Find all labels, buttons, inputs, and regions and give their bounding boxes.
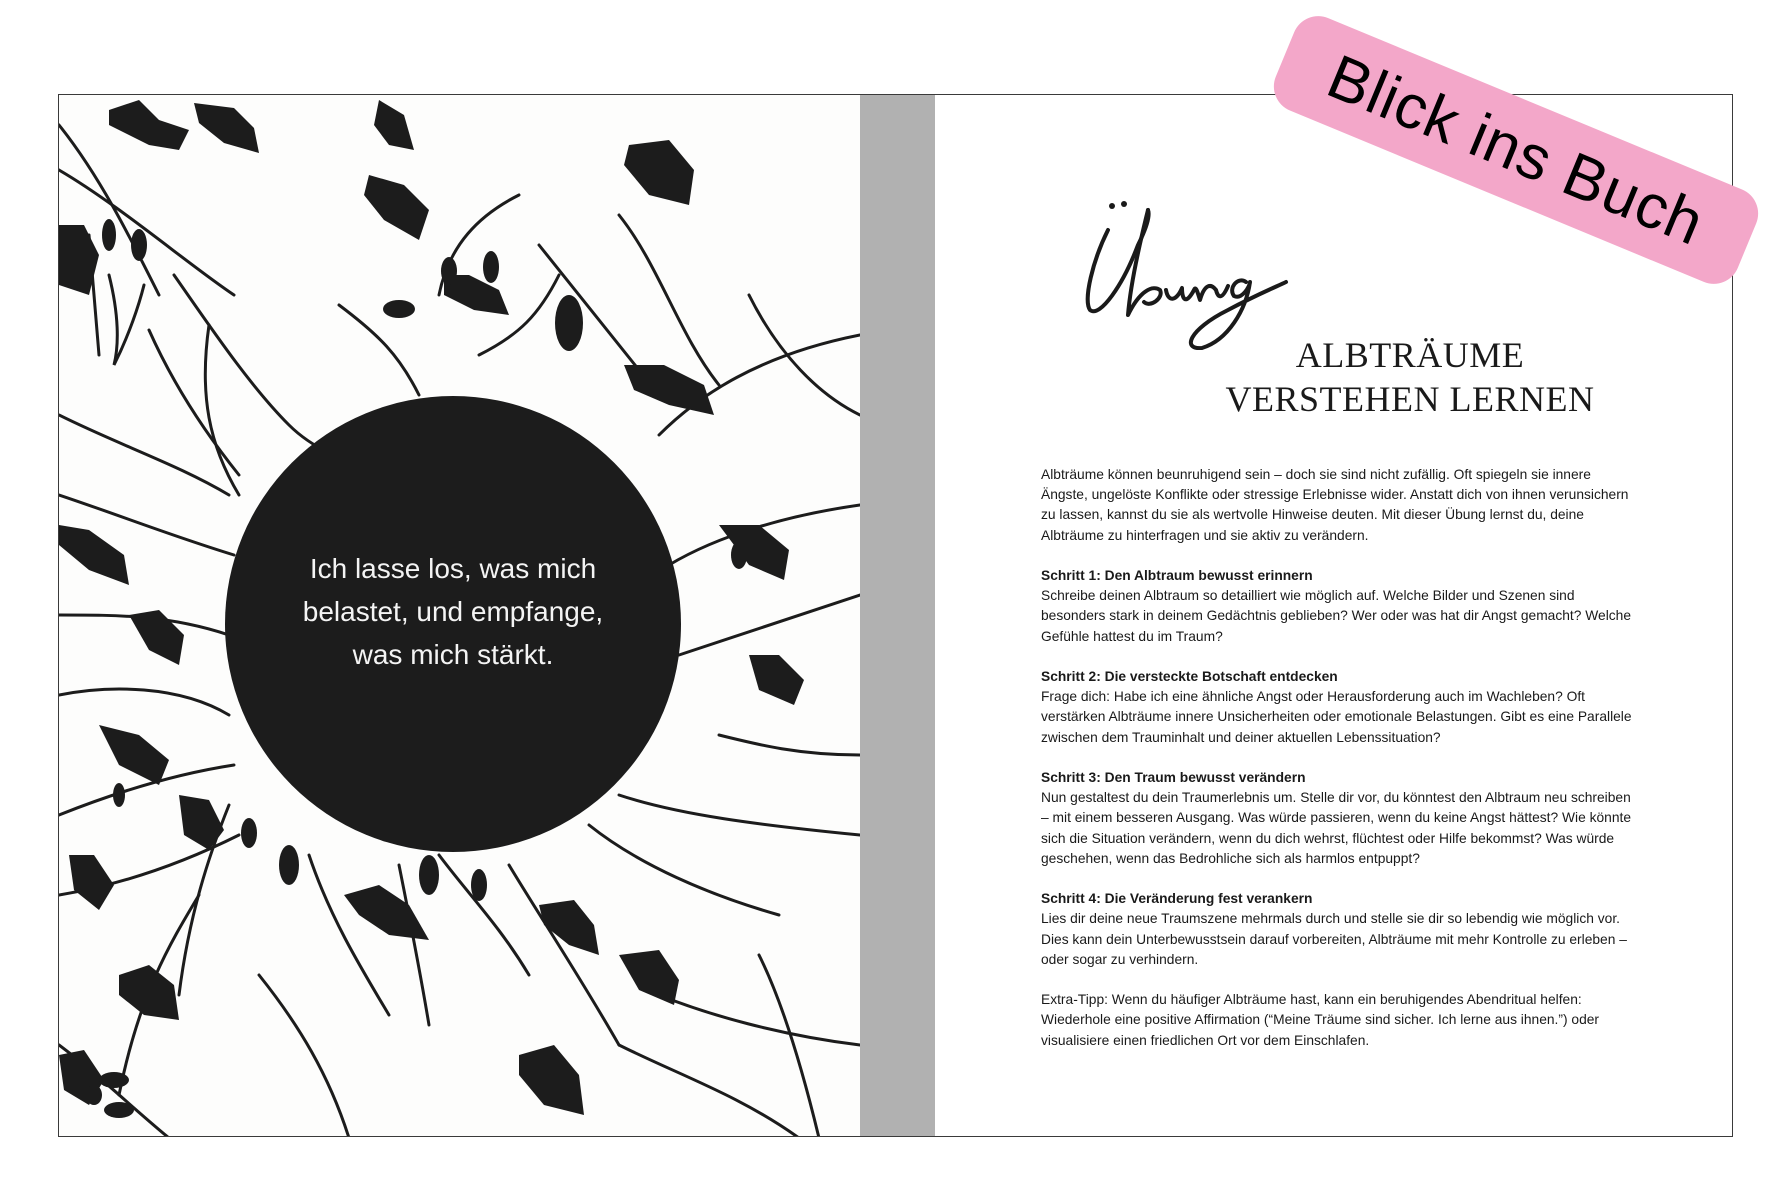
badge-label: Blick ins Buch [1318,41,1714,259]
step-4-text: Lies dir deine neue Traumszene mehrmals durch und stelle sie dir so lebendig wie möglich vor. Dies kann dein Unterbewusstsein darauf vorbereiten, Albträume mit mehr Kontrolle zu erleben – oder sogar zu verhindern. [1041,911,1627,967]
exercise-heading [1180,333,1640,421]
step-3 [1041,768,1641,869]
step-2-title: Schritt 2: Die versteckte Botschaft entdecken [1041,669,1338,684]
heading-line-1: ALBTRÄUME [1295,335,1525,375]
step-1-title: Schritt 1: Den Albtraum bewusst erinnern [1041,568,1313,583]
step-2-text: Frage dich: Habe ich eine ähnliche Angst oder Herausforderung auch im Wachleben? Oft verstärken Albträume innere Unsicherheiten oder emotionale Belastungen. Gibt es eine Parallele zwischen dem Trauminhalt und deiner aktuellen Lebenssituation? [1041,689,1632,745]
book-gutter [860,95,935,1136]
step-3-title: Schritt 3: Den Traum bewusst verändern [1041,770,1306,785]
exercise-body [1041,465,1641,1071]
left-page [59,95,860,1136]
heading-line-2: VERSTEHEN LERNEN [1225,379,1595,419]
step-4 [1041,889,1641,970]
step-1 [1041,566,1641,647]
step-4-title: Schritt 4: Die Veränderung fest verankern [1041,891,1313,907]
step-3-text: Nun gestaltest du dein Traumerlebnis um. Stelle dir vor, du könntest den Albtraum neu schreiben – mit einem besseren Ausgang. Was würde passieren, wenn du keine Angst hättest? Wie könnte sich die Situation verändern, wenn du dich wehrst, flüchtest oder Hilfe bekommst? Was würde geschehen, wenn das Bedrohliche sich als harmlos entpuppt? [1041,790,1632,866]
affirmation-quote: Ich lasse los, was mich belastet, und empfange, was mich stärkt. [302,552,604,670]
step-1-text: Schreibe deinen Albtraum so detailliert wie möglich auf. Welche Bilder und Szenen sind besonders stark in deinem Gedächtnis geblieben? Wer oder was hat dir Angst gemacht? Welche Gefühle hattest du im Traum? [1041,588,1632,644]
extra-tip: Extra-Tipp: Wenn du häufiger Albträume hast, kann ein beruhigendes Abendritual helfen: Wiederhole eine positive Affirmation (“Meine Träume sind sicher. Ich lerne aus ihnen.”) oder visualisiere einen friedlichen Ort vor dem Einschlafen. [1041,992,1600,1048]
intro-paragraph: Albträume können beunruhigend sein – doch sie sind nicht zufällig. Oft spiegeln sie innere Ängste, ungelöste Konflikte oder stressige Erlebnisse wider. Anstatt dich von ihnen verunsichern zu lassen, kannst du sie als wertvolle Hinweise deuten. Mit dieser Übung lernst du, deine Albträume zu hinterfragen und sie aktiv zu verändern. [1041,467,1629,543]
quote-circle [225,396,681,852]
uebung-script-title-icon [1078,190,1338,350]
step-2 [1041,667,1641,748]
